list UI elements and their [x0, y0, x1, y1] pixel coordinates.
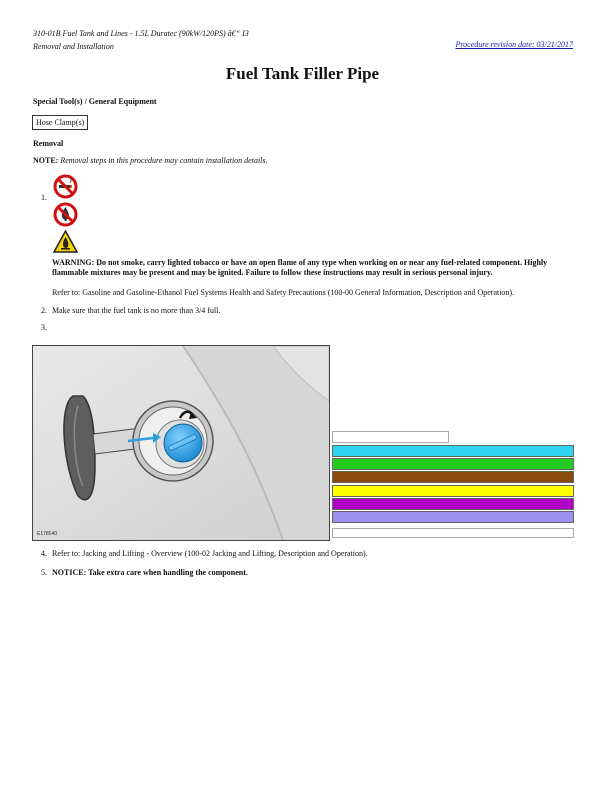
- legend-header-cell: [332, 431, 449, 443]
- notice-text: NOTICE: Take extra care when handling the component.: [52, 568, 248, 577]
- no-open-flame-icon: [53, 202, 78, 227]
- doc-reference: 310-01B Fuel Tank and Lines - 1.5L Duratec (90kW/120PS) â€“ I3: [33, 29, 249, 38]
- fuel-filler-photo: [32, 345, 330, 541]
- doc-section: Removal and Installation: [33, 42, 114, 51]
- reference-link[interactable]: Refer to: Gasoline and Gasoline-Ethanol Fuel Systems Health and Safety Precautions (100-00 General Information, Description and Operation).: [52, 288, 515, 297]
- legend-swatch-green: [332, 458, 574, 470]
- legend-swatch-purple: [332, 498, 574, 510]
- legend-swatch-lavender: [332, 511, 574, 523]
- removal-heading: Removal: [33, 139, 64, 148]
- note-text: Removal steps in this procedure may contain installation details.: [58, 156, 268, 165]
- step-number: 4.: [41, 549, 47, 558]
- step-number: 3.: [41, 323, 47, 332]
- reference-link[interactable]: Refer to: Jacking and Lifting - Overview (100-02 Jacking and Lifting, Description and Operation).: [52, 549, 368, 558]
- legend-swatch-brown: [332, 471, 574, 483]
- figure-id: E178540: [37, 531, 58, 537]
- revision-date-link[interactable]: Procedure revision date: 03/21/2017: [455, 40, 573, 49]
- warning-text: WARNING: Do not smoke, carry lighted tobacco or have an open flame of any type when working on or near any fuel-related component. Highly flammable mixtures may be present and may be ignited. Failure to follow these instructions may result in serious personal injury.: [52, 258, 548, 277]
- tool-item: Hose Clamp(s): [32, 115, 88, 130]
- document-header: [33, 27, 249, 53]
- no-smoking-icon: [53, 174, 78, 199]
- legend-swatch-yellow: [332, 485, 574, 497]
- flammable-warning-icon: [53, 229, 78, 254]
- legend-swatch-cyan: [332, 445, 574, 457]
- fuel-filler-illustration: [33, 346, 329, 540]
- step-text: Make sure that the fuel tank is no more than 3/4 full.: [52, 306, 221, 315]
- page-title: Fuel Tank Filler Pipe: [225, 64, 380, 83]
- step-number: 1.: [41, 193, 47, 202]
- legend-footer-cell: [332, 528, 574, 538]
- note-label: NOTE:: [33, 156, 59, 165]
- step-number: 5.: [41, 568, 47, 577]
- removal-note: [33, 156, 268, 165]
- step-number: 2.: [41, 306, 47, 315]
- tools-heading: Special Tool(s) / General Equipment: [33, 97, 157, 106]
